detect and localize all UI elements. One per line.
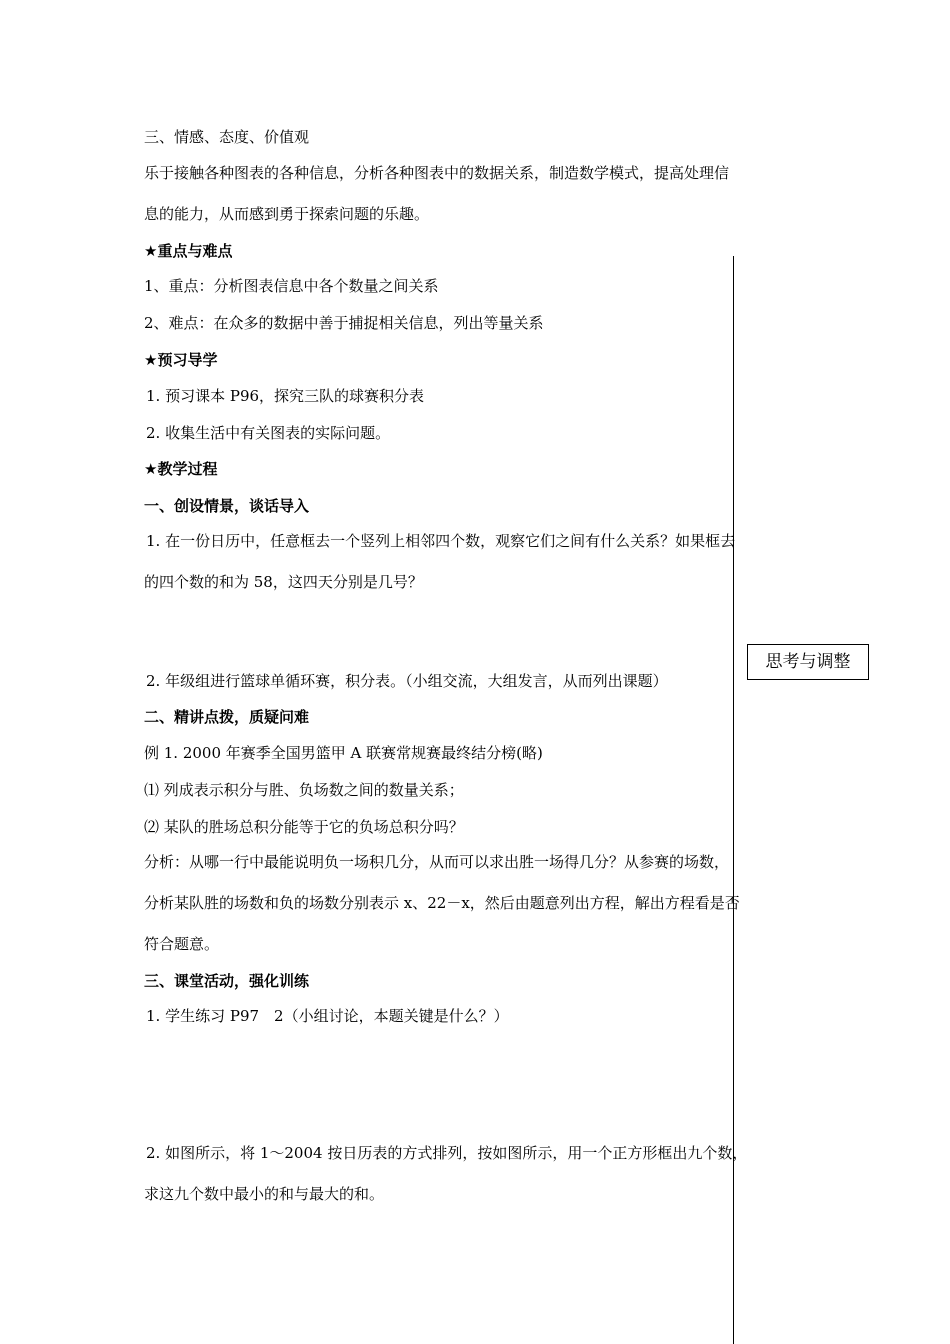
margin-divider-line <box>733 256 734 1344</box>
example-question: ⑵ 某队的胜场总积分能等于它的负场总积分吗？ <box>144 818 464 836</box>
question-line: 1. 在一份日历中，任意框去一个竖列上相邻四个数，观察它们之间有什么关系？如果框去 <box>146 532 736 550</box>
heading-key-points: ★重点与难点 <box>144 242 233 260</box>
heading-part-2: 二、精讲点拨，质疑问难 <box>144 708 310 726</box>
example-title: 例 1. 2000 年赛季全国男篮甲 A 联赛常规赛最终结分榜(略) <box>144 744 543 762</box>
heading-part-1: 一、创设情景，谈话导入 <box>144 497 310 515</box>
analysis-line: 分析某队胜的场数和负的场数分别表示 x、22－x，然后由题意列出方程，解出方程看是否 <box>144 894 740 912</box>
heading-part-3: 三、课堂活动，强化训练 <box>144 972 310 990</box>
heading-teaching-process: ★教学过程 <box>144 460 218 478</box>
analysis-line: 分析：从哪一行中最能说明负一场积几分，从而可以求出胜一场得几分？从参赛的场数， <box>144 853 730 871</box>
question-line: 2. 年级组进行篮球单循环赛，积分表。（小组交流，大组发言，从而列出课题） <box>146 672 668 690</box>
paragraph-line: 乐于接触各种图表的各种信息，分析各种图表中的数据关系，制造数学模式，提高处理信 <box>144 164 730 182</box>
analysis-line: 符合题意。 <box>144 935 220 953</box>
exercise-line: 2. 如图所示，将 1～2004 按日历表的方式排列，按如图所示，用一个正方形框出九个数， <box>146 1144 748 1162</box>
paragraph-line: 息的能力，从而感到勇于探索问题的乐趣。 <box>144 205 430 223</box>
difficulty-item: 2、难点：在众多的数据中善于捕捉相关信息，列出等量关系 <box>144 314 544 332</box>
example-question: ⑴ 列成表示积分与胜、负场数之间的数量关系； <box>144 781 464 799</box>
exercise-line: 求这九个数中最小的和与最大的和。 <box>144 1185 385 1203</box>
preview-item: 1. 预习课本 P96，探究三队的球赛积分表 <box>146 387 425 405</box>
exercise-line: 1. 学生练习 P97 2（小组讨论，本题关键是什么？） <box>146 1007 509 1025</box>
preview-item: 2. 收集生活中有关图表的实际问题。 <box>146 424 391 442</box>
section-heading-attitude: 三、情感、态度、价值观 <box>144 128 310 146</box>
key-point-item: 1、重点：分析图表信息中各个数量之间关系 <box>144 277 439 295</box>
side-note-box: 思考与调整 <box>747 644 869 680</box>
heading-preview: ★预习导学 <box>144 351 218 369</box>
question-line: 的四个数的和为 58，这四天分别是几号？ <box>144 573 423 591</box>
